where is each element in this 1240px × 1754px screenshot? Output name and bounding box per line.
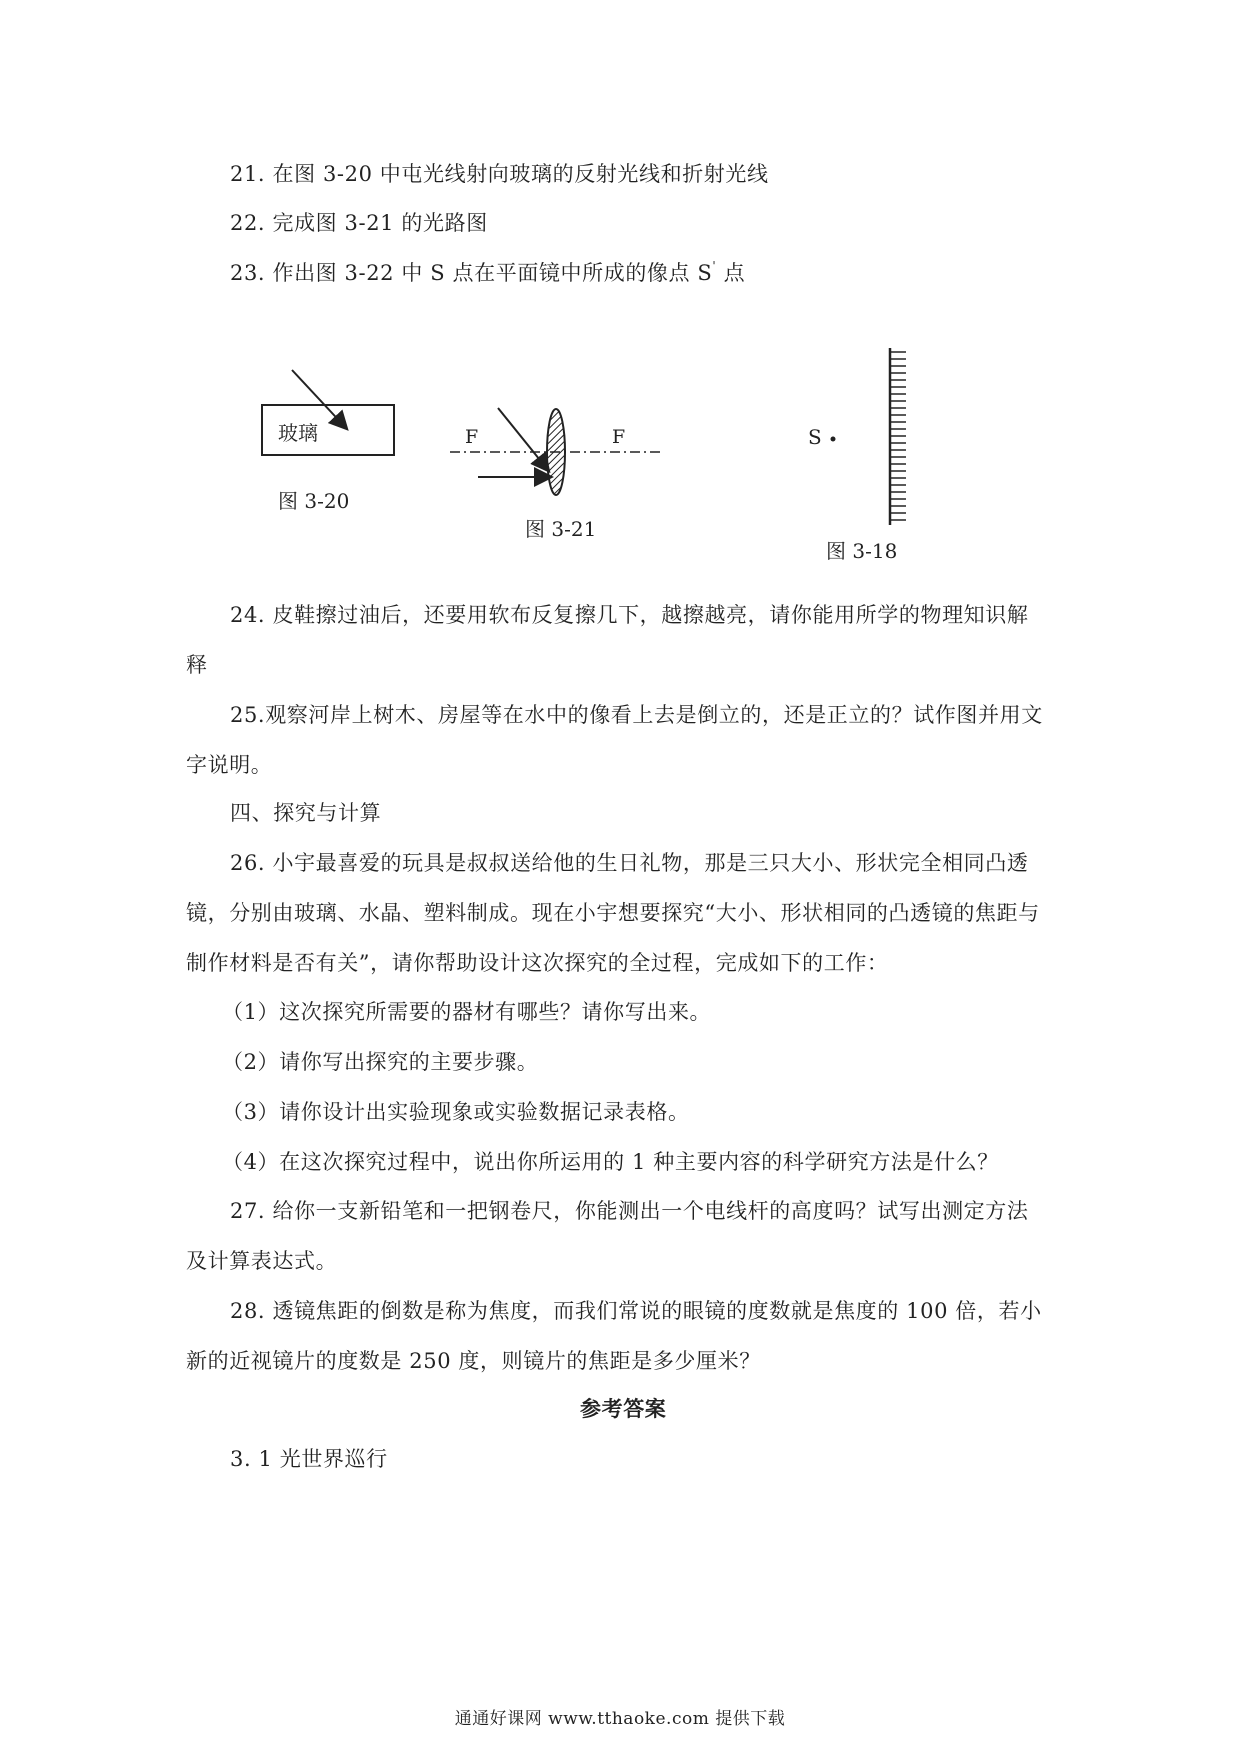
question-26-sub-2: （2）请你写出探究的主要步骤。 (222, 1050, 539, 1074)
question-28-line-1: 28. 透镜焦距的倒数是称为焦度，而我们常说的眼镜的度数就是焦度的 100 倍，若小 (230, 1299, 1042, 1323)
caption-3-20: 图 3-20 (278, 489, 350, 513)
question-26-line-1: 26. 小宇最喜爱的玩具是叔叔送给他的生日礼物，那是三只大小、形状完全相同凸透 (230, 851, 1029, 875)
figure-3-21 (440, 360, 670, 550)
question-26-sub-4: （4）在这次探究过程中，说出你所运用的 1 种主要内容的科学研究方法是什么？ (222, 1150, 999, 1174)
caption-3-21: 图 3-21 (525, 517, 597, 541)
question-24-line-1: 24. 皮鞋擦过油后，还要用软布反复擦几下，越擦越亮，请你能用所学的物理知识解 (230, 603, 1029, 627)
answers-heading: 参考答案 (580, 1396, 667, 1421)
focus-left-label: F (465, 426, 479, 448)
convex-lens (547, 409, 565, 495)
figure-3-18 (790, 340, 970, 570)
page-footer: 通通好课网 www.tthaoke.com 提供下载 (454, 1709, 786, 1729)
mirror-hatch (890, 352, 906, 520)
question-23-tail: 点 (716, 261, 746, 285)
question-25-line-2: 字说明。 (186, 753, 273, 777)
question-24-line-2: 释 (186, 653, 208, 677)
oblique-ray (498, 408, 548, 470)
question-26-sub-1: （1）这次探究所需要的器材有哪些？请你写出来。 (222, 1000, 712, 1024)
point-s-label: S (808, 425, 822, 449)
question-23-text: 23. 作出图 3-22 中 S 点在平面镜中所成的像点 S (230, 261, 713, 285)
question-25-line-1: 25.观察河岸上树木、房屋等在水中的像看上去是倒立的，还是正立的？试作图并用文 (230, 703, 1043, 727)
question-23 (230, 259, 745, 290)
glass-label: 玻璃 (278, 421, 318, 445)
question-26-line-3: 制作材料是否有关”，请你帮助设计这次探究的全过程，完成如下的工作： (186, 951, 889, 975)
figure-3-20 (250, 360, 440, 560)
question-26-line-2: 镜，分别由玻璃、水晶、塑料制成。现在小宇想要探究“大小、形状相同的凸透镜的焦距与 (186, 901, 1040, 925)
question-23-prime: ' (712, 259, 717, 273)
answers-section-3-1: 3. 1 光世界巡行 (230, 1447, 388, 1471)
question-22: 22. 完成图 3-21 的光路图 (230, 211, 488, 235)
question-21: 21. 在图 3-20 中屯光线射向玻璃的反射光线和折射光线 (230, 162, 769, 186)
incident-ray (292, 370, 346, 428)
question-27-line-1: 27. 给你一支新铅笔和一把钢卷尺，你能测出一个电线杆的高度吗？试写出测定方法 (230, 1199, 1029, 1223)
caption-3-18: 图 3-18 (826, 539, 898, 563)
point-s (831, 437, 836, 442)
question-27-line-2: 及计算表达式。 (186, 1249, 338, 1273)
question-26-sub-3: （3）请你设计出实验现象或实验数据记录表格。 (222, 1100, 690, 1124)
question-28-line-2: 新的近视镜片的度数是 250 度，则镜片的焦距是多少厘米？ (186, 1349, 761, 1373)
section-heading-4: 四、探究与计算 (230, 801, 382, 825)
focus-right-label: F (612, 426, 626, 448)
